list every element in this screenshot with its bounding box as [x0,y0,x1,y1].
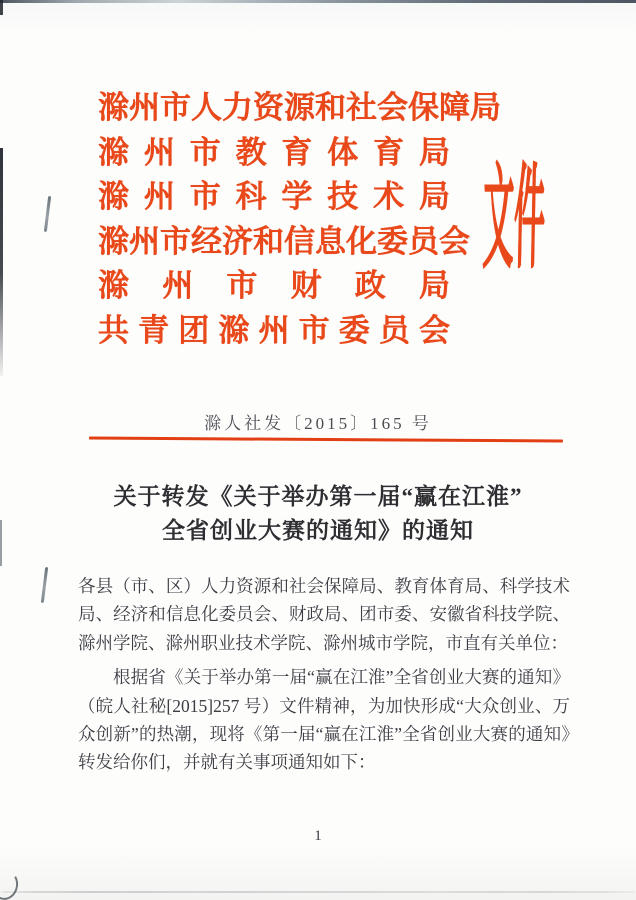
page-number: 1 [314,828,322,844]
red-divider-line [89,437,563,443]
document-title [0,480,636,548]
page-curl-mark [0,868,21,900]
document-title-line1: 关于转发《关于举办第一届“赢在江淮” [113,484,523,509]
body-paragraph: 根据省《关于举办第一届“赢在江淮”全省创业大赛的通知》（皖人社秘[2015]257 号）文件精神，为加快形成“大众创业、万众创新”的热潮，现将《第一届“赢在江淮”全省创业大赛的通知》转发给你们，并就有关事项通知如下： [78,667,570,773]
agency-name: 滁州市财政局 [98,268,450,303]
document-title-line2: 全省创业大赛的通知》的通知 [162,518,474,543]
staple-mark [41,567,48,603]
document-body [78,572,570,777]
agency-name: 滁州市人力资源和社会保障局 [98,90,501,125]
scan-bottom-edge [0,891,636,893]
agency-name: 滁州市经济和信息化委员会 [98,223,470,259]
scan-left-edge [0,148,3,376]
letterhead-agency-list [98,86,501,353]
staple-mark [44,196,51,232]
document-reference-number: 滁人社发〔2015〕165 号 [204,414,432,433]
agency-name: 共青团滁州市委员会 [98,312,450,348]
agency-name: 滁州市教育体育局 [98,134,450,170]
addressee-paragraph: 各县（市、区）人力资源和社会保障局、教育体育局、科学技术局、经济和信息化委员会、财政局、团市委、安徽省科技学院、滁州学院、滁州职业技术学院、滁州城市学院，市直有关单位： [78,576,570,653]
doc-type-label: 文件 [481,157,547,284]
scan-top-edge [0,0,636,3]
scan-left-edge [0,0,3,15]
agency-name: 滁州市科学技术局 [98,179,450,214]
